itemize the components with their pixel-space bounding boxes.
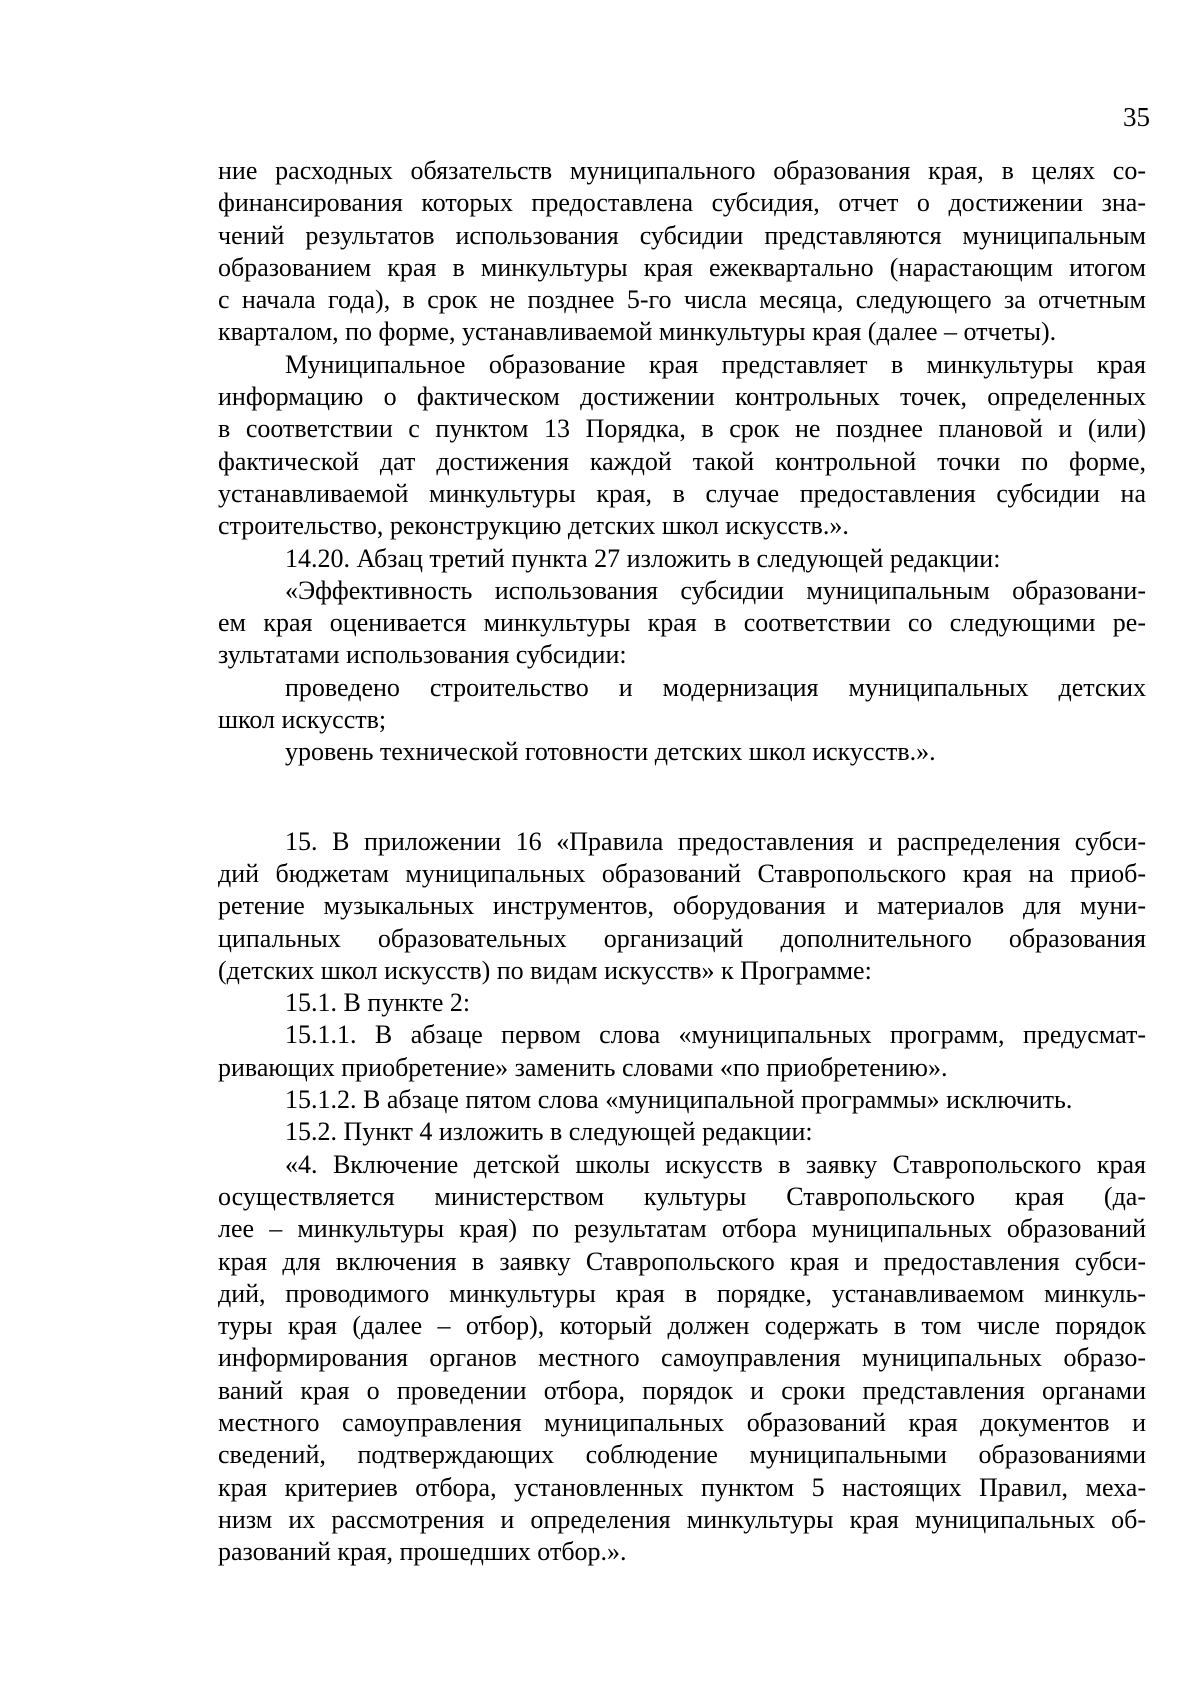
- text-line: строительство, реконструкцию детских школ искусств.».: [218, 511, 849, 541]
- text-line: сведений, подтверждающих соблюдение муниципальными образованиями: [218, 1440, 1146, 1470]
- text-line: информирования органов местного самоуправления муниципальных образо-: [218, 1343, 1146, 1373]
- text-line: в соответствии с пунктом 13 Порядка, в срок не позднее плановой и (или): [218, 414, 1146, 444]
- text-line: проведено строительство и модернизация муниципальных детских: [285, 672, 1146, 702]
- paragraph-p5: [218, 672, 1146, 737]
- text-line: 15.1. В пункте 2:: [285, 988, 471, 1018]
- paragraph-p11: [218, 1116, 1146, 1148]
- text-line: местного самоуправления муниципальных образований края документов и: [218, 1407, 1146, 1437]
- text-line: 15.1.1. В абзаце первом слова «муниципальных программ, предусмат-: [285, 1020, 1146, 1050]
- paragraph-p9: [218, 1019, 1146, 1084]
- text-line: «Эффективность использования субсидии муниципальным образовани-: [285, 575, 1146, 605]
- text-line: устанавливаемой минкультуры края, в случае предоставления субсидии на: [218, 478, 1146, 508]
- page-number: 35: [1123, 102, 1150, 132]
- text-line: ципальных образовательных организаций дополнительного образования: [218, 923, 1146, 953]
- text-line: фактической дат достижения каждой такой контрольной точки по форме,: [218, 446, 1146, 476]
- text-line: 14.20. Абзац третий пункта 27 изложить в следующей редакции:: [285, 543, 1001, 573]
- text-line: 15. В приложении 16 «Правила предоставления и распределения субси-: [285, 826, 1146, 856]
- text-line: лее – минкультуры края) по результатам отбора муниципальных образований: [218, 1214, 1146, 1244]
- text-line: осуществляется министерством культуры Ставропольского края (да-: [218, 1181, 1146, 1211]
- text-line: Муниципальное образование края представляет в минкультуры края: [285, 349, 1146, 379]
- text-line: края критериев отбора, установленных пунктом 5 настоящих Правил, меха-: [218, 1472, 1146, 1502]
- text-line: кварталом, по форме, устанавливаемой минкультуры края (далее – отчеты).: [218, 317, 1057, 347]
- document-body: [218, 155, 1146, 1568]
- text-line: (детских школ искусств) по видам искусств» к Программе:: [218, 955, 872, 985]
- text-line: зультатами использования субсидии:: [218, 640, 627, 670]
- paragraph-p2: [218, 349, 1146, 543]
- text-line: «4. Включение детской школы искусств в заявку Ставропольского края: [285, 1149, 1146, 1179]
- text-line: дий, проводимого минкультуры края в порядке, устанавливаемом минкуль-: [218, 1278, 1146, 1308]
- text-line: края для включения в заявку Ставропольского края и предоставления субси-: [218, 1246, 1146, 1276]
- text-line: ваний края о проведении отбора, порядок и сроки представления органами: [218, 1375, 1146, 1405]
- paragraph-p7: [218, 826, 1146, 987]
- text-line: финансирования которых предоставлена субсидия, отчет о достижении зна-: [218, 188, 1146, 218]
- text-line: туры края (далее – отбор), который должен содержать в том числе порядок: [218, 1311, 1146, 1341]
- text-line: уровень технической готовности детских школ искусств.».: [285, 737, 936, 767]
- text-line: ем края оценивается минкультуры края в соответствии со следующими ре-: [218, 608, 1146, 638]
- text-line: ние расходных обязательств муниципального образования края, в целях со-: [218, 156, 1146, 185]
- paragraph-p6: [218, 736, 1146, 768]
- text-line: с начала года), в срок не позднее 5-го числа месяца, следующего за отчетным: [218, 285, 1146, 315]
- paragraph-p4: [218, 575, 1146, 672]
- text-line: чений результатов использования субсидии представляются муниципальным: [218, 220, 1146, 250]
- text-line: школ искусств;: [218, 705, 387, 735]
- text-line: низм их рассмотрения и определения минкультуры края муниципальных об-: [218, 1504, 1146, 1534]
- text-line: 15.1.2. В абзаце пятом слова «муниципальной программы» исключить.: [285, 1085, 1073, 1115]
- text-line: ретение музыкальных инструментов, оборудования и материалов для муни-: [218, 891, 1146, 921]
- text-line: ривающих приобретение» заменить словами «по приобретению».: [218, 1052, 948, 1082]
- text-line: информацию о фактическом достижении контрольных точек, определенных: [218, 382, 1146, 412]
- paragraph-p12: [218, 1149, 1146, 1569]
- text-line: образованием края в минкультуры края ежеквартально (нарастающим итогом: [218, 252, 1146, 282]
- paragraph-p1: [218, 155, 1146, 349]
- paragraph-p10: [218, 1084, 1146, 1116]
- text-line: дий бюджетам муниципальных образований Ставропольского края на приоб-: [218, 858, 1146, 888]
- paragraph-spacer: [218, 769, 1146, 826]
- text-line: разований края, прошедших отбор.».: [218, 1537, 627, 1567]
- text-line: 15.2. Пункт 4 изложить в следующей редакции:: [285, 1117, 813, 1147]
- paragraph-p8: [218, 987, 1146, 1019]
- paragraph-p3: [218, 543, 1146, 575]
